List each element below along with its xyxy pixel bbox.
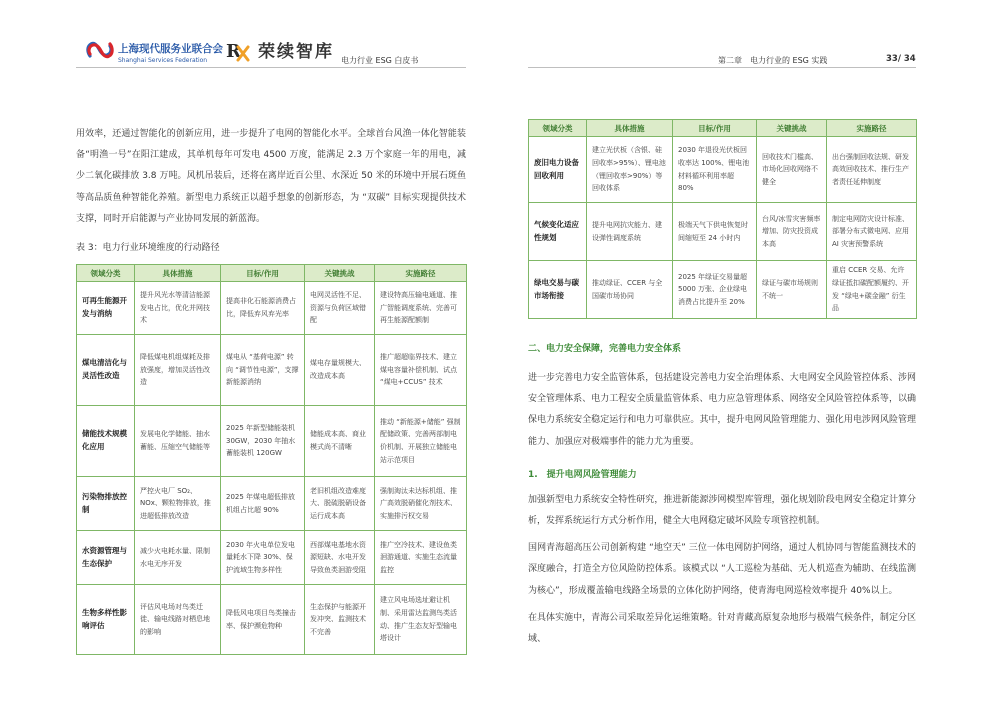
table-cell: 推动绿证、CCER 与全国碳市场协同 bbox=[587, 261, 673, 319]
header-cell: 目标/作用 bbox=[673, 120, 757, 137]
header-cell: 具体措施 bbox=[135, 265, 221, 282]
table-cell: 绿证与碳市场规则不统一 bbox=[757, 261, 827, 319]
page-header bbox=[0, 0, 990, 80]
svg-text:R: R bbox=[226, 41, 241, 62]
table-cell: 煤电从 “基荷电源” 转向 “调节性电源”，支撑新能源消纳 bbox=[221, 335, 305, 406]
table-cell: 提升风光水等清洁能源发电占比，优化并网技术 bbox=[135, 282, 221, 335]
table-row bbox=[529, 137, 917, 203]
paragraph: 在具体实施中，青海公司采取差异化运维策略。针对青藏高原复杂地形与极端气候条件，制定分区域、 bbox=[528, 612, 916, 645]
table-cell: 推动 “新能源+储能” 强制配储政策、完善两部制电价机制、开展独立储能电站示范项目 bbox=[375, 406, 467, 477]
table-cell: 制定电网防灾设计标准、部署分布式微电网、应用 AI 灾害预警系统 bbox=[827, 203, 917, 261]
table-row bbox=[77, 335, 467, 406]
paragraph: 加强新型电力系统安全特性研究，推进新能源涉网模型库管理，强化规划阶段电网安全稳定计算分析，发挥系统运行方式分析作用，健全大电网稳定破坏风险专项管控机制。 bbox=[528, 494, 916, 527]
table-row bbox=[529, 261, 917, 319]
header-divider-right bbox=[528, 67, 916, 68]
federation-logo-icon bbox=[86, 40, 114, 60]
header-cell: 领域分类 bbox=[529, 120, 587, 137]
document-title: 电力行业 ESG 白皮书 bbox=[341, 56, 419, 65]
table-cell: 老旧机组改造难度大、脱硫脱硝设备运行成本高 bbox=[305, 477, 375, 531]
left-column bbox=[76, 124, 466, 655]
table-cell: 西部煤电基地水资源短缺、水电开发导致鱼类洄游受阻 bbox=[305, 531, 375, 585]
intro-paragraph: 用效率，还通过智能化的创新应用，进一步提升了电网的智能化水平。全球首台风渔一体化智能装备“明渔一号”在阳江建成，其单机每年可发电 4500 万度，能满足 2.3 万个家庭一年的用电，减少二氧化碳排放 3.8 万吨。风机吊装后，还将在离岸近百公里、水深近 50 米的环境中开展石斑鱼等高品质鱼种智能化养殖。新型电力系统正以超乎想象的创新形态，为 “双碳” 目标实现提供技术支撑，同时开启能源与产业协同发展的新蓝海。 bbox=[76, 129, 466, 224]
table-cell: 2030 年火电单位发电量耗水下降 30%、保护流域生物多样性 bbox=[221, 531, 305, 585]
table-cell: 2025 年绿证交易量超 5000 万张、企业绿电消费占比提升至 20% bbox=[673, 261, 757, 319]
environment-action-table-continued bbox=[528, 119, 917, 319]
table-cell: 降低风电项目鸟类撞击率、保护濒危物种 bbox=[221, 585, 305, 655]
category-cell: 废旧电力设备回收利用 bbox=[529, 137, 587, 203]
header-cell: 目标/作用 bbox=[221, 265, 305, 282]
table-cell: 2025 年煤电超低排放机组占比超 90% bbox=[221, 477, 305, 531]
table-cell: 煤电存量规模大、改造成本高 bbox=[305, 335, 375, 406]
table-cell: 生态保护与能源开发冲突、监测技术不完善 bbox=[305, 585, 375, 655]
table-cell: 2025 年新型储能装机 30GW，2030 年抽水蓄能装机 120GW bbox=[221, 406, 305, 477]
table-cell: 提高非化石能源消费占比，降低弃风弃光率 bbox=[221, 282, 305, 335]
table-cell: 极端天气下供电恢复时间缩短至 24 小时内 bbox=[673, 203, 757, 261]
header-cell: 实施路径 bbox=[827, 120, 917, 137]
federation-logo-text bbox=[118, 41, 223, 64]
table-row bbox=[77, 477, 467, 531]
table-row bbox=[529, 203, 917, 261]
table-caption: 表 3：电力行业环境维度的行动路径 bbox=[76, 243, 220, 254]
table-row bbox=[77, 531, 467, 585]
table-cell: 台风/冰雪灾害频率增加、防灾投资成本高 bbox=[757, 203, 827, 261]
table-row bbox=[77, 282, 467, 335]
table-row bbox=[77, 406, 467, 477]
category-cell: 绿电交易与碳市场衔接 bbox=[529, 261, 587, 319]
table-cell: 降低煤电机组煤耗及排放强度，增加灵活性改造 bbox=[135, 335, 221, 406]
category-cell: 储能技术规模化应用 bbox=[77, 406, 135, 477]
table-cell: 推广超超临界技术、建立煤电容量补偿机制、试点 “煤电+CCUS” 技术 bbox=[375, 335, 467, 406]
category-cell: 生物多样性影响评估 bbox=[77, 585, 135, 655]
table-cell: 建立风电场选址避让机制、采用雷达监测鸟类活动、推广生态友好型输电塔设计 bbox=[375, 585, 467, 655]
table-cell: 出台强制回收法规、研发高效回收技术、推行生产者责任延伸制度 bbox=[827, 137, 917, 203]
table-cell: 储能成本高、商业模式尚不清晰 bbox=[305, 406, 375, 477]
table-cell: 重启 CCER 交易、允许绿证抵扣碳配额履约、开发 “绿电+碳金融” 衍生品 bbox=[827, 261, 917, 319]
right-column bbox=[528, 119, 916, 656]
paragraph: 进一步完善电力安全监管体系，包括建设完善电力安全治理体系、大电网安全风险管控体系、涉网安全管理体系、电力工程安全质量监管体系、电力应急管理体系、网络安全风险管控体系等，以确保电力系统安全稳定运行和电力可靠供应。其中，提升电网风险管理能力、强化用电涉网风险管理能力、加强应对极端事件的能力尤为重要。 bbox=[528, 373, 916, 447]
table-cell: 发展电化学储能、抽水蓄能、压缩空气储能等 bbox=[135, 406, 221, 477]
environment-action-table bbox=[76, 264, 467, 655]
category-cell: 污染物排放控制 bbox=[77, 477, 135, 531]
header-cell: 实施路径 bbox=[375, 265, 467, 282]
header-cell: 关键挑战 bbox=[757, 120, 827, 137]
table-cell: 电网灵活性不足、资源与负荷区域错配 bbox=[305, 282, 375, 335]
table-cell: 回收技术门槛高、市场化回收网络不健全 bbox=[757, 137, 827, 203]
category-cell: 水资源管理与生态保护 bbox=[77, 531, 135, 585]
table-header-row bbox=[77, 265, 467, 282]
chapter-title: 第二章 电力行业的 ESG 实践 bbox=[718, 56, 828, 65]
table-cell: 建立光伏板（含银、硅回收率>95%）、锂电池（锂回收率>90%）等回收体系 bbox=[587, 137, 673, 203]
rongxu-logo-icon bbox=[226, 38, 250, 62]
header-cell: 关键挑战 bbox=[305, 265, 375, 282]
category-cell: 气候变化适应性规划 bbox=[529, 203, 587, 261]
table-cell: 推广空冷技术、建设鱼类洄游通道、实施生态流量监控 bbox=[375, 531, 467, 585]
table-row bbox=[77, 585, 467, 655]
org1-english-name: Shanghai Services Federation bbox=[118, 57, 208, 64]
section-heading: 二、电力安全保障，完善电力安全体系 bbox=[528, 344, 682, 354]
org2-name: 荣续智库 bbox=[258, 42, 334, 62]
table-cell: 严控火电厂 SO₂、NOx、颗粒物排放，推进超低排放改造 bbox=[135, 477, 221, 531]
table-cell: 评估风电场对鸟类迁徙、输电线路对栖息地的影响 bbox=[135, 585, 221, 655]
category-cell: 可再生能源开发与消纳 bbox=[77, 282, 135, 335]
header-cell: 具体措施 bbox=[587, 120, 673, 137]
table-cell: 减少火电耗水量、限制水电无序开发 bbox=[135, 531, 221, 585]
org1-name: 上海现代服务业联合会 bbox=[118, 43, 223, 55]
subsection-heading: 1. 提升电网风险管理能力 bbox=[528, 469, 637, 480]
table-cell: 建设特高压输电通道、推广智能调度系统、完善可再生能源配额制 bbox=[375, 282, 467, 335]
table-cell: 强制淘汰未达标机组、推广高效脱硝催化剂技术、实施排污权交易 bbox=[375, 477, 467, 531]
table-header-row bbox=[529, 120, 917, 137]
page-number: 33/ 34 bbox=[886, 54, 916, 64]
paragraph: 国网青海超高压公司创新构建 “地空天” 三位一体电网防护网络，通过人机协同与智能监测技术的深度融合，打造全方位风险防控体系。该模式以 “人工巡检为基础、无人机巡查为辅助、在线监测为核心”，形成覆盖输电线路全场景的立体化防护网络，使青海电网巡检效率提升 40%以上。 bbox=[528, 543, 916, 596]
header-cell: 领域分类 bbox=[77, 265, 135, 282]
category-cell: 煤电清洁化与灵活性改造 bbox=[77, 335, 135, 406]
table-cell: 提升电网抗灾能力、建设弹性调度系统 bbox=[587, 203, 673, 261]
table-cell: 2030 年退役光伏板回收率达 100%、锂电池材料循环利用率超 80% bbox=[673, 137, 757, 203]
header-divider-left bbox=[76, 67, 466, 68]
